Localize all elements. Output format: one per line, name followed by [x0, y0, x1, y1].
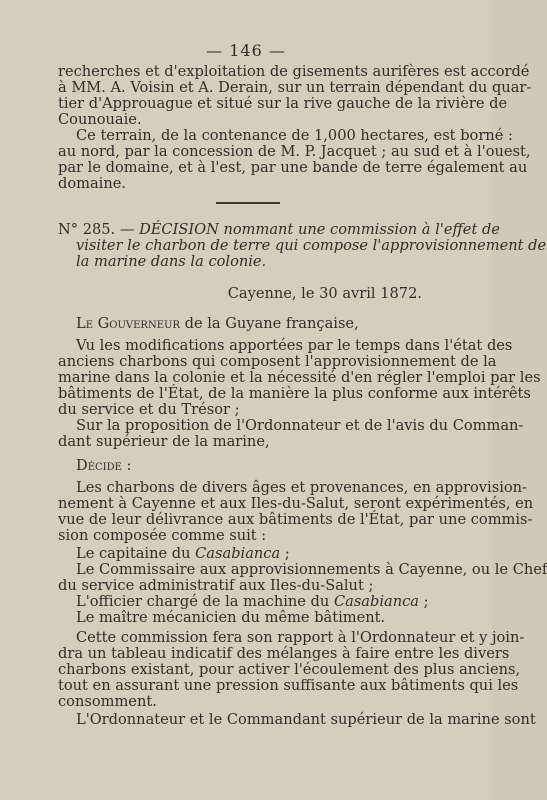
text-line: domaine.: [58, 175, 127, 192]
text-line: consomment.: [58, 693, 157, 710]
text-line: dra un tableau indicatif des mélanges à faire entre les divers: [58, 645, 510, 662]
text-line: charbons existant, pour activer l'écoulement des plus anciens,: [58, 661, 521, 678]
governor-title: Le Gouverneur: [76, 315, 180, 332]
member-2-cont: du service administratif aux Iles-du-Salut ;: [58, 577, 374, 594]
decision-title: DÉCISION: [139, 221, 219, 238]
text-line: dant supérieur de la marine,: [58, 433, 270, 450]
member-text: ;: [419, 593, 429, 610]
text-line: Ce terrain, de la contenance de 1,000 hectares, est borné :: [76, 127, 513, 144]
member-text: ;: [280, 545, 290, 562]
text-line: Counouaie.: [58, 111, 142, 128]
governor-line: [76, 316, 475, 332]
decide-heading: Décide :: [76, 457, 132, 474]
text-line: Sur la proposition de l'Ordonnateur et de l'avis du Comman-: [76, 417, 524, 434]
dateline: Cayenne, le 30 avril 1872.: [227, 285, 422, 302]
decision-subject: nommant une commission à l'effet de: [218, 221, 500, 238]
text-line: tout en assurant une pression suffisante aux bâtiments qui les: [58, 677, 519, 694]
member-text: Le capitaine du: [76, 545, 196, 562]
text-line: Cette commission fera son rapport à l'Ordonnateur et y join-: [76, 629, 525, 646]
text-line: la marine dans la colonie.: [76, 253, 267, 270]
separator-rule: [216, 202, 280, 204]
governor-rest: de la Guyane française,: [179, 315, 359, 332]
decision-number: N° 285. —: [58, 221, 140, 238]
text-line: Vu les modifications apportées par le temps dans l'état des: [76, 337, 513, 354]
text-line: à MM. A. Voisin et A. Derain, sur un terrain dépendant du quar-: [58, 79, 532, 96]
text-line: sion composée comme suit :: [58, 527, 267, 544]
member-4: Le maître mécanicien du même bâtiment.: [76, 609, 386, 626]
decision-heading: [58, 221, 500, 238]
text-line: recherches et d'exploitation de gisements aurifères est accordé: [58, 63, 530, 80]
ship-name: Casabianca: [333, 593, 419, 610]
text-line: L'Ordonnateur et le Commandant supérieur de la marine sont: [76, 711, 536, 728]
member-3: [76, 594, 475, 610]
member-2: Le Commissaire aux approvisionnements à Cayenne, ou le Chef: [76, 561, 547, 578]
text-line: du service et du Trésor ;: [58, 401, 240, 418]
text-line: au nord, par la concession de M. P. Jacquet ; au sud et à l'ouest,: [58, 143, 531, 160]
member-1: [76, 546, 475, 562]
text-line: vue de leur délivrance aux bâtiments de l'État, par une commis-: [58, 511, 533, 528]
text-line: bâtiments de l'État, de la manière la plus conforme aux intérêts: [58, 385, 531, 402]
text-line: nement à Cayenne et aux Iles-du-Salut, seront expérimentés, en: [58, 495, 534, 512]
ship-name: Casabianca: [195, 545, 281, 562]
text-line: marine dans la colonie et la nécessité d'en régler l'emploi par les: [58, 369, 541, 386]
text-line: anciens charbons qui composent l'approvisionnement de la: [58, 353, 497, 370]
member-text: L'officier chargé de la machine du: [76, 593, 334, 610]
page-number: — 146 —: [206, 41, 286, 60]
text-line: par le domaine, et à l'est, par une bande de terre également au: [58, 159, 528, 176]
text-line: Les charbons de divers âges et provenances, en approvision-: [76, 479, 527, 496]
text-line: tier d'Approuague et situé sur la rive gauche de la rivière de: [58, 95, 508, 112]
text-line: visiter le charbon de terre qui compose l'approvisionnement de: [76, 237, 547, 254]
